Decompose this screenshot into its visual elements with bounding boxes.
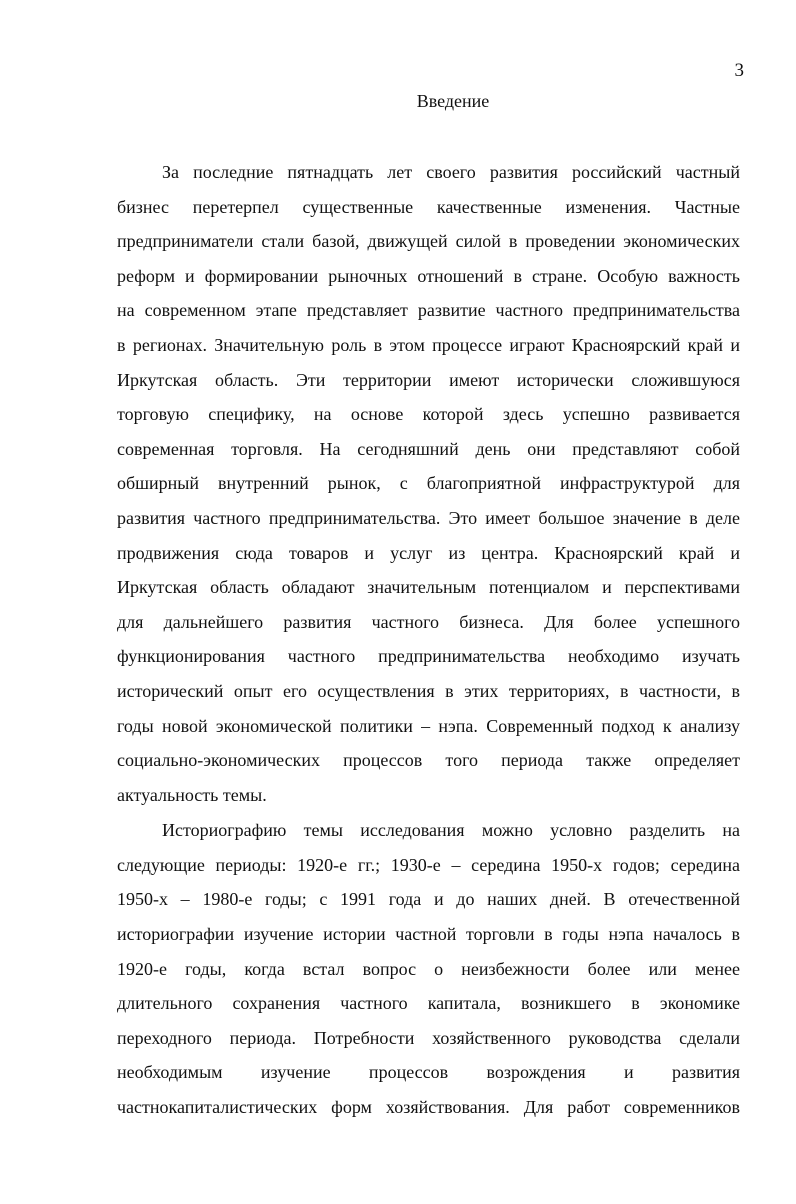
text-line: в регионах. Значительную роль в этом процессе играют Красноярский край и — [117, 334, 740, 355]
section-heading: Введение — [416, 91, 490, 111]
text-line: годы новой экономической политики – нэпа. Современный подход к анализу — [117, 715, 740, 736]
text-line: предприниматели стали базой, движущей силой в проведении экономических — [117, 231, 740, 252]
text-line: За последние пятнадцать лет своего развития российский частный — [162, 162, 740, 182]
text-line: 1950-х – 1980-е годы; с 1991 года и до наших дней. В отечественной — [117, 889, 740, 910]
text-line: переходного периода. Потребности хозяйственного руководства сделали — [117, 1027, 740, 1048]
text-line: 1920-е годы, когда встал вопрос о неизбежности более или менее — [117, 958, 740, 979]
text-line: актуальность темы. — [117, 784, 267, 805]
text-line: на современном этапе представляет развитие частного предпринимательства — [117, 300, 740, 321]
text-line: необходимым изучение процессов возрождения и развития — [117, 1062, 740, 1083]
text-line: реформ и формировании рыночных отношений в стране. Особую важность — [117, 265, 740, 286]
text-line: Иркутская область обладают значительным потенциалом и перспективами — [117, 577, 740, 598]
body-text — [117, 155, 740, 1125]
text-line: социально-экономических процессов того периода также определяет — [117, 750, 740, 771]
text-line: следующие периоды: 1920-е гг.; 1930-е – середина 1950-х годов; середина — [117, 854, 740, 875]
paragraph-2 — [117, 813, 740, 1124]
text-line: для дальнейшего развития частного бизнеса. Для более успешного — [117, 611, 740, 632]
text-line: современная торговля. На сегодняшний день они представляют собой — [117, 438, 740, 459]
text-line: Иркутская область. Эти территории имеют исторически сложившуюся — [117, 369, 740, 390]
text-line: обширный внутренний рынок, с благоприятной инфраструктурой для — [117, 473, 740, 494]
paragraph-1 — [117, 155, 740, 812]
text-line: бизнес перетерпел существенные качественные изменения. Частные — [117, 196, 740, 217]
page-number: 3 — [734, 60, 744, 81]
text-line: историографии изучение истории частной торговли в годы нэпа началось в — [117, 924, 740, 945]
text-line: частнокапиталистических форм хозяйствования. Для работ современников — [117, 1097, 740, 1118]
text-line: исторический опыт его осуществления в этих территориях, в частности, в — [117, 680, 740, 701]
text-line: длительного сохранения частного капитала, возникшего в экономике — [117, 993, 740, 1014]
text-line: продвижения сюда товаров и услуг из центра. Красноярский край и — [117, 542, 740, 563]
text-line: развития частного предпринимательства. Это имеет большое значение в деле — [117, 507, 740, 528]
text-line: Историографию темы исследования можно условно разделить на — [162, 820, 740, 841]
text-line: торговую специфику, на основе которой здесь успешно развивается — [117, 404, 740, 425]
text-line: функционирования частного предпринимательства необходимо изучать — [117, 646, 740, 667]
